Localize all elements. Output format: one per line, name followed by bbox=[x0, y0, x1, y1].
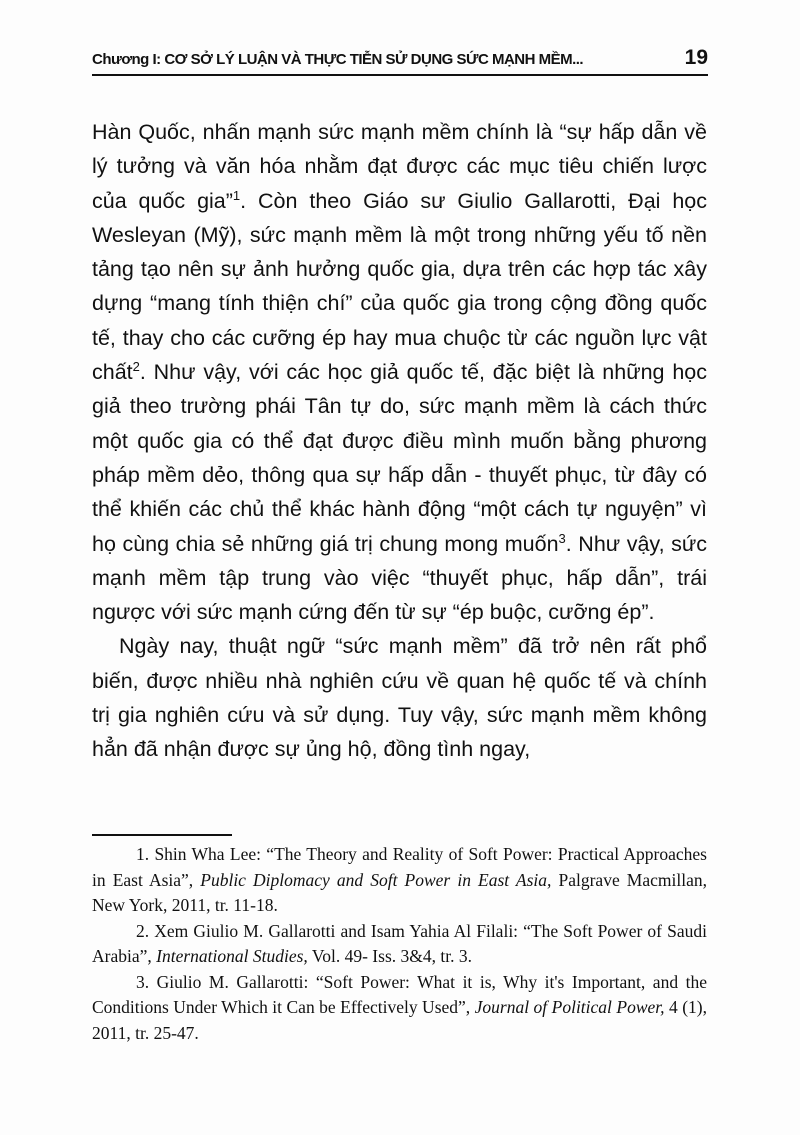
footnote-1-source: Public Diplomacy and Soft Power in East Asia, bbox=[200, 869, 552, 890]
paragraph-1 bbox=[92, 115, 707, 629]
footnote-2-source: International Studies, bbox=[156, 946, 308, 966]
footnote-ref-2: 2 bbox=[132, 358, 140, 374]
footnote-2-text: 2. Xem Giulio M. Gallarotti and Isam Yahia Al Filali: “The Soft Power of Saudi Arabia”, bbox=[92, 920, 707, 966]
paragraph-2: Ngày nay, thuật ngữ “sức mạnh mềm” đã trở nên rất phổ biến, được nhiều nhà nghiên cứu về quan hệ quốc tế và chính trị gia nghiên cứu và sử dụng. Tuy vậy, sức mạnh mềm không hẳn đã nhận được sự ủng hộ, đồng tình ngay, bbox=[92, 634, 707, 762]
footnote-ref-3: 3 bbox=[558, 530, 566, 546]
footnote-1 bbox=[92, 842, 707, 919]
footnote-separator bbox=[92, 834, 232, 836]
footnote-3-source: Journal of Political Power, bbox=[474, 997, 665, 1017]
paragraph-1-part-d: . Như vậy, sức mạnh mềm tập trung vào việc “thuyết phục, hấp dẫn”, trái ngược với sức mạnh cứng đến từ sự “ép buộc, cưỡng ép”. bbox=[92, 531, 707, 625]
footnote-1-text: 1. Shin Wha Lee: “The Theory and Reality of Soft Power: Practical Approaches in East Asia”, bbox=[92, 844, 707, 890]
footnote-3-text: 3. Giulio M. Gallarotti: “Soft Power: What it is, Why it's Important, and the Conditions Under Which it Can be Effectively Used”, bbox=[92, 971, 707, 1017]
footnote-1-details: Palgrave Macmillan, New York, 2011, tr. 11-18. bbox=[92, 869, 707, 915]
footnote-3 bbox=[92, 970, 707, 1047]
paragraph-1-part-c: . Như vậy, với các học giả quốc tế, đặc biệt là những học giả theo trường phái Tân tự do, sức mạnh mềm là cách thức một quốc gia có thể đạt được điều mình muốn bằng phương pháp mềm dẻo, thông qua sự hấp dẫn - thuyết phục, từ đây có thể khiến các chủ thể khác hành động “một cách tự nguyện” vì họ cùng chia sẻ những giá trị chung mong muốn bbox=[92, 360, 707, 556]
page-number: 19 bbox=[684, 46, 708, 69]
paragraph-1-part-a: Hàn Quốc, nhấn mạnh sức mạnh mềm chính là “sự hấp dẫn về lý tưởng và văn hóa nhằm đạt được các mục tiêu chiến lược của quốc gia” bbox=[92, 120, 707, 213]
footnote-ref-1: 1 bbox=[232, 187, 241, 203]
running-header bbox=[92, 38, 708, 76]
footnotes bbox=[92, 842, 707, 1046]
footnote-2-details: Vol. 49- Iss. 3&4, tr. 3. bbox=[307, 946, 472, 966]
paragraph-1-part-b: . Còn theo Giáo sư Giulio Gallarotti, Đại học Wesleyan (Mỹ), sức mạnh mềm là một trong những yếu tố nền tảng tạo nên sự ảnh hưởng quốc gia, dựa trên các hợp tác xây dựng “mang tính thiện chí” của quốc gia trong cộng đồng quốc tế, thay cho các cưỡng ép hay mua chuộc từ các nguồn lực vật chất bbox=[92, 188, 707, 385]
footnote-2 bbox=[92, 919, 707, 970]
footnote-3-details: 4 (1), 2011, tr. 25-47. bbox=[92, 997, 707, 1043]
main-text bbox=[92, 115, 707, 767]
chapter-title: Chương I: CƠ SỞ LÝ LUẬN VÀ THỰC TIỄN SỬ DỤNG SỨC MẠNH MỀM... bbox=[92, 51, 584, 68]
